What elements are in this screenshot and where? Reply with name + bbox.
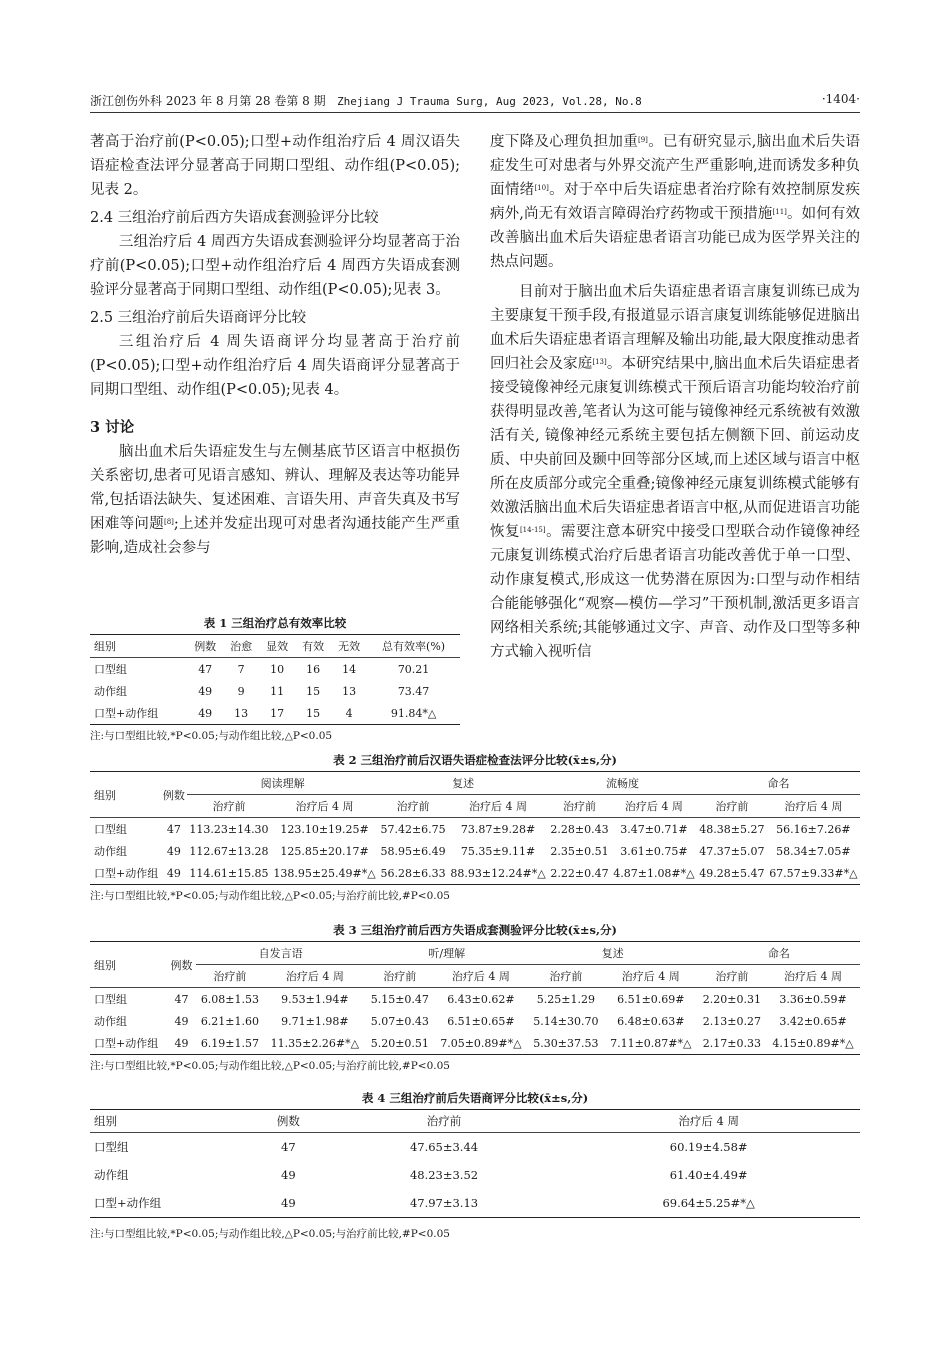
text: 脑出血术后失语症发生与左侧基底节区语言中枢损伤关系密切,患者可见语言感知、辨认、理解及表达等功能异常,包括语法缺失、复述困难、言语失用、声音失真及书写困难等问题	[90, 444, 460, 532]
left-column	[90, 130, 460, 560]
cell: 15	[295, 702, 331, 725]
cell: 9	[237, 684, 245, 698]
citation: [13]	[592, 358, 607, 366]
sub-header: 治疗后 4 周	[767, 795, 860, 818]
table-row	[90, 658, 460, 681]
group-header: 复述	[528, 942, 698, 965]
text: ;上述并发症出现可对患者沟通技能产生严重影响,造成社会参与	[90, 516, 460, 556]
cell: 69.64±5.25#*△	[557, 1189, 860, 1218]
sub-header: 治疗后 4 周	[766, 965, 860, 988]
cell: 47	[174, 992, 189, 1006]
cell: 13	[342, 684, 357, 698]
cell: 49.28±5.47	[697, 862, 767, 885]
sub-header: 治疗后 4 周	[611, 795, 697, 818]
header-rule	[90, 112, 860, 113]
col-header: 总有效率(%)	[367, 635, 460, 658]
sub-header: 治疗后 4 周	[264, 965, 366, 988]
sub-header: 治疗后 4 周	[434, 965, 528, 988]
cell: 57.42±6.75	[380, 822, 446, 836]
cell: 61.40±4.49#	[669, 1168, 748, 1182]
cell: 125.85±20.17#	[280, 844, 369, 858]
cell: 9.71±1.98#	[281, 1014, 349, 1028]
cell: 4.15±0.89#*△	[766, 1032, 860, 1055]
table-row	[90, 1133, 860, 1162]
cell: 49	[161, 862, 187, 885]
text: 。需要注意本研究中接受口型联合动作镜像神经元康复训练模式治疗后患者语言功能改善优于单一口型、动作康复模式,形成这一优势潜在原因为:口型与动作相结合能能够强化“观察—模仿—学习”干预机制,激活更多语言网络相关系统;其能够通过文字、声音、动作及口型等多种方式输入视听信	[490, 524, 861, 660]
table-row	[90, 840, 860, 862]
cell: 49	[166, 844, 181, 858]
sub-header: 治疗后 4 周	[604, 965, 698, 988]
cell: 49	[198, 684, 213, 698]
sub-header: 治疗前	[187, 795, 271, 818]
cell: 75.35±9.11#	[460, 844, 536, 858]
cell: 112.67±13.28	[189, 844, 269, 858]
table-caption: 表 2 三组治疗前后汉语失语症检查法评分比较(x̄±s,分)	[333, 753, 617, 767]
text: 。已有研究显示,脑出血术后失语症发生可对患者与外界交流产生严重影响,进而诱发多种负面情绪	[490, 134, 861, 198]
journal-info	[90, 92, 642, 109]
text: 。对于卒中后失语症患者治疗除有效控制原发疾病外,尚无有效语言障碍治疗药物或干预措施	[490, 182, 860, 222]
cell: 47	[198, 662, 213, 676]
page-number: ·1404·	[821, 92, 860, 106]
cell: 2.35±0.51	[550, 844, 609, 858]
cell: 5.25±1.29	[536, 992, 595, 1006]
paragraph	[490, 280, 860, 664]
table-row	[90, 1161, 860, 1189]
group-header: 自发言语	[196, 942, 366, 965]
cell: 6.51±0.65#	[447, 1014, 515, 1028]
table-3	[90, 941, 860, 1055]
cell: 口型+动作组	[90, 1189, 246, 1218]
sub-header: 治疗前	[366, 965, 434, 988]
cell: 7.11±0.87#*△	[604, 1032, 698, 1055]
cell: 11	[270, 684, 285, 698]
cell: 2.17±0.33	[698, 1032, 766, 1055]
cell: 58.95±6.49	[380, 844, 446, 858]
cell: 口型组	[94, 1140, 129, 1154]
cell: 动作组	[94, 1015, 127, 1028]
text: 度下降及心理负担加重	[490, 134, 638, 150]
col-header: 显效	[259, 635, 295, 658]
cell: 58.34±7.05#	[776, 844, 851, 858]
table-note: 注:与口型组比较,*P<0.05;与动作组比较,△P<0.05;与治疗前比较,#P<0.05	[90, 1228, 450, 1240]
cell: 47	[281, 1140, 296, 1154]
cell: 口型组	[94, 663, 127, 676]
cell: 6.19±1.57	[196, 1032, 264, 1055]
cell: 49	[174, 1014, 189, 1028]
section-heading: 3 讨论	[90, 419, 135, 436]
sub-header: 治疗前	[378, 795, 448, 818]
group-header: 听/理解	[366, 942, 528, 965]
table-row	[90, 1189, 860, 1218]
section-heading: 2.4 三组治疗前后西方失语成套测验评分比较	[90, 210, 379, 226]
cell: 56.28±6.33	[378, 862, 448, 885]
col-header: 有效	[295, 635, 331, 658]
cell: 2.20±0.31	[702, 992, 761, 1006]
col-header: 组别	[90, 772, 161, 818]
table-1	[90, 634, 460, 725]
text: 。如何有效改善脑出血术后失语症患者语言功能已成为医学界关注的热点问题。	[490, 206, 861, 270]
paragraph: 三组治疗后 4 周西方失语成套测验评分均显著高于治疗前(P<0.05);口型+动作组治疗后 4 周西方失语成套测验评分显著高于同期口型组、动作组(P<0.05);见表 3。	[90, 234, 460, 298]
cell: 5.20±0.51	[366, 1032, 434, 1055]
col-header: 例数	[161, 772, 187, 818]
cell: 47.97±3.13	[331, 1189, 558, 1218]
sub-header: 治疗前	[548, 795, 611, 818]
cell: 49	[187, 702, 223, 725]
table-note: 注:与口型组比较,*P<0.05;与动作组比较,△P<0.05;与治疗前比较,#P<0.05	[90, 890, 450, 902]
col-header: 无效	[331, 635, 367, 658]
cell: 3.42±0.65#	[779, 1014, 847, 1028]
cell: 6.43±0.62#	[447, 992, 515, 1006]
col-header: 组别	[90, 942, 167, 988]
table-2-block	[90, 752, 860, 903]
cell: 2.22±0.47	[548, 862, 611, 885]
col-header: 治疗前	[331, 1110, 558, 1133]
cell: 6.21±1.60	[200, 1014, 260, 1028]
col-header: 例数	[246, 1110, 331, 1133]
cell: 138.95±25.49#*△	[271, 862, 378, 885]
sub-header: 治疗前	[196, 965, 264, 988]
paragraph: 三组治疗后 4 周失语商评分均显著高于治疗前(P<0.05);口型+动作组治疗后 4 周失语商评分显著高于同期口型组、动作组(P<0.05);见表 4。	[90, 334, 460, 398]
table-row	[90, 862, 860, 885]
cell: 3.61±0.75#	[620, 844, 688, 858]
sub-header: 治疗前	[528, 965, 604, 988]
cell: 口型+动作组	[90, 862, 161, 885]
cell: 73.47	[397, 684, 430, 698]
group-header: 复述	[378, 772, 548, 795]
cell: 123.10±19.25#	[280, 822, 369, 836]
group-header: 阅读理解	[187, 772, 378, 795]
table-row	[90, 702, 460, 725]
table-2	[90, 771, 860, 885]
cell: 91.84*△	[367, 702, 460, 725]
citation: [10]	[534, 184, 549, 192]
text: 。本研究结果中,脑出血术后失语症患者接受镜像神经元康复训练模式干预后语言功能均较治疗前获得明显改善,笔者认为这可能与镜像神经元系统被有效激活有关, 镜像神经元系统主要包括左侧额下回、前运动皮质、中央前回及颞中回等部分区域,而上述区域与语言中枢所在皮质部分或完全重叠;镜像神经元康复训练模式能够有效激活脑出血术后失语症患者语言中枢,从而促进语言功能恢复	[490, 356, 860, 540]
paragraph: 著高于治疗前(P<0.05);口型+动作组治疗后 4 周汉语失语症检查法评分显著高于同期口型组、动作组(P<0.05);见表 2。	[90, 134, 460, 198]
cell: 47.65±3.44	[409, 1140, 479, 1154]
table-caption: 表 4 三组治疗前后失语商评分比较(x̄±s,分)	[361, 1091, 589, 1105]
cell: 17	[259, 702, 295, 725]
cell: 114.61±15.85	[187, 862, 271, 885]
cell: 2.28±0.43	[550, 822, 609, 836]
paragraph	[90, 440, 460, 560]
col-header: 治愈	[223, 635, 259, 658]
cell: 3.47±0.71#	[620, 822, 688, 836]
cell: 60.19±4.58#	[669, 1140, 748, 1154]
paragraph	[490, 130, 860, 274]
running-header	[90, 92, 860, 112]
right-column	[490, 130, 860, 664]
table-row	[90, 818, 860, 841]
table-row	[90, 680, 460, 702]
col-header: 治疗后 4 周	[557, 1110, 860, 1133]
table-4	[90, 1109, 860, 1218]
cell: 口型+动作组	[90, 702, 187, 725]
table-row	[90, 1032, 860, 1055]
table-caption: 表 1 三组治疗总有效率比较	[203, 616, 347, 630]
cell: 14	[342, 662, 357, 676]
cell: 88.93±12.24#*△	[448, 862, 548, 885]
cell: 2.13±0.27	[702, 1014, 761, 1028]
journal-cn: 浙江创伤外科 2023 年 8 月第 28 卷第 8 期	[90, 94, 326, 108]
table-4-block	[90, 1090, 860, 1241]
cell: 15	[306, 684, 321, 698]
table-row	[90, 988, 860, 1011]
cell: 48.38±5.27	[699, 822, 765, 836]
cell: 113.23±14.30	[189, 822, 269, 836]
cell: 5.07±0.43	[370, 1014, 429, 1028]
cell: 口型+动作组	[90, 1032, 167, 1055]
cell: 3.36±0.59#	[779, 992, 847, 1006]
cell: 7	[237, 662, 245, 676]
table-note: 注:与口型组比较,*P<0.05;与动作组比较,△P<0.05;与治疗前比较,#P<0.05	[90, 1060, 450, 1072]
cell: 56.16±7.26#	[776, 822, 851, 836]
col-header: 组别	[90, 1110, 246, 1133]
cell: 6.08±1.53	[200, 992, 260, 1006]
cell: 49	[246, 1189, 331, 1218]
sub-header: 治疗前	[698, 965, 766, 988]
cell: 6.51±0.69#	[617, 992, 685, 1006]
cell: 口型组	[94, 823, 127, 836]
sub-header: 治疗后 4 周	[271, 795, 378, 818]
table-1-block	[90, 615, 460, 743]
section-heading: 2.5 三组治疗前后失语商评分比较	[90, 310, 307, 326]
col-header: 例数	[167, 942, 196, 988]
table-3-block	[90, 922, 860, 1073]
cell: 9.53±1.94#	[281, 992, 349, 1006]
cell: 动作组	[94, 1168, 129, 1182]
cell: 动作组	[94, 685, 127, 698]
table-caption: 表 3 三组治疗前后西方失语成套测验评分比较(x̄±s,分)	[333, 923, 617, 937]
citation: [8]	[164, 518, 174, 526]
group-header: 命名	[697, 772, 860, 795]
cell: 口型组	[94, 993, 127, 1006]
cell: 48.23±3.52	[409, 1168, 479, 1182]
group-header: 流畅度	[548, 772, 697, 795]
cell: 49	[281, 1168, 296, 1182]
cell: 47.37±5.07	[699, 844, 765, 858]
cell: 73.87±9.28#	[460, 822, 536, 836]
cell: 4	[331, 702, 367, 725]
text: 目前对于脑出血术后失语症患者语言康复训练已成为主要康复干预手段,有报道显示语言康复训练能够促进脑出血术后失语症患者语言理解及输出功能,最大限度推动患者回归社会及家庭	[490, 284, 860, 372]
citation: [9]	[638, 136, 648, 144]
col-header: 组别	[90, 635, 187, 658]
sub-header: 治疗后 4 周	[448, 795, 548, 818]
cell: 7.05±0.89#*△	[434, 1032, 528, 1055]
citation: [11]	[772, 208, 787, 216]
sub-header: 治疗前	[697, 795, 767, 818]
table-note: 注:与口型组比较,*P<0.05;与动作组比较,△P<0.05	[90, 730, 333, 742]
journal-en: Zhejiang J Trauma Surg, Aug 2023, Vol.28, No.8	[337, 95, 642, 108]
cell: 11.35±2.26#*△	[264, 1032, 366, 1055]
cell: 5.15±0.47	[370, 992, 429, 1006]
cell: 67.57±9.33#*△	[767, 862, 860, 885]
cell: 动作组	[94, 845, 127, 858]
cell: 47	[166, 822, 181, 836]
group-header: 命名	[698, 942, 860, 965]
cell: 13	[223, 702, 259, 725]
cell: 10	[270, 662, 285, 676]
cell: 70.21	[397, 662, 430, 676]
col-header: 例数	[187, 635, 223, 658]
cell: 49	[167, 1032, 196, 1055]
cell: 16	[306, 662, 321, 676]
cell: 5.30±37.53	[528, 1032, 604, 1055]
cell: 6.48±0.63#	[617, 1014, 685, 1028]
table-row	[90, 1010, 860, 1032]
cell: 4.87±1.08#*△	[611, 862, 697, 885]
citation: [14-15]	[519, 526, 546, 534]
cell: 5.14±30.70	[533, 1014, 599, 1028]
